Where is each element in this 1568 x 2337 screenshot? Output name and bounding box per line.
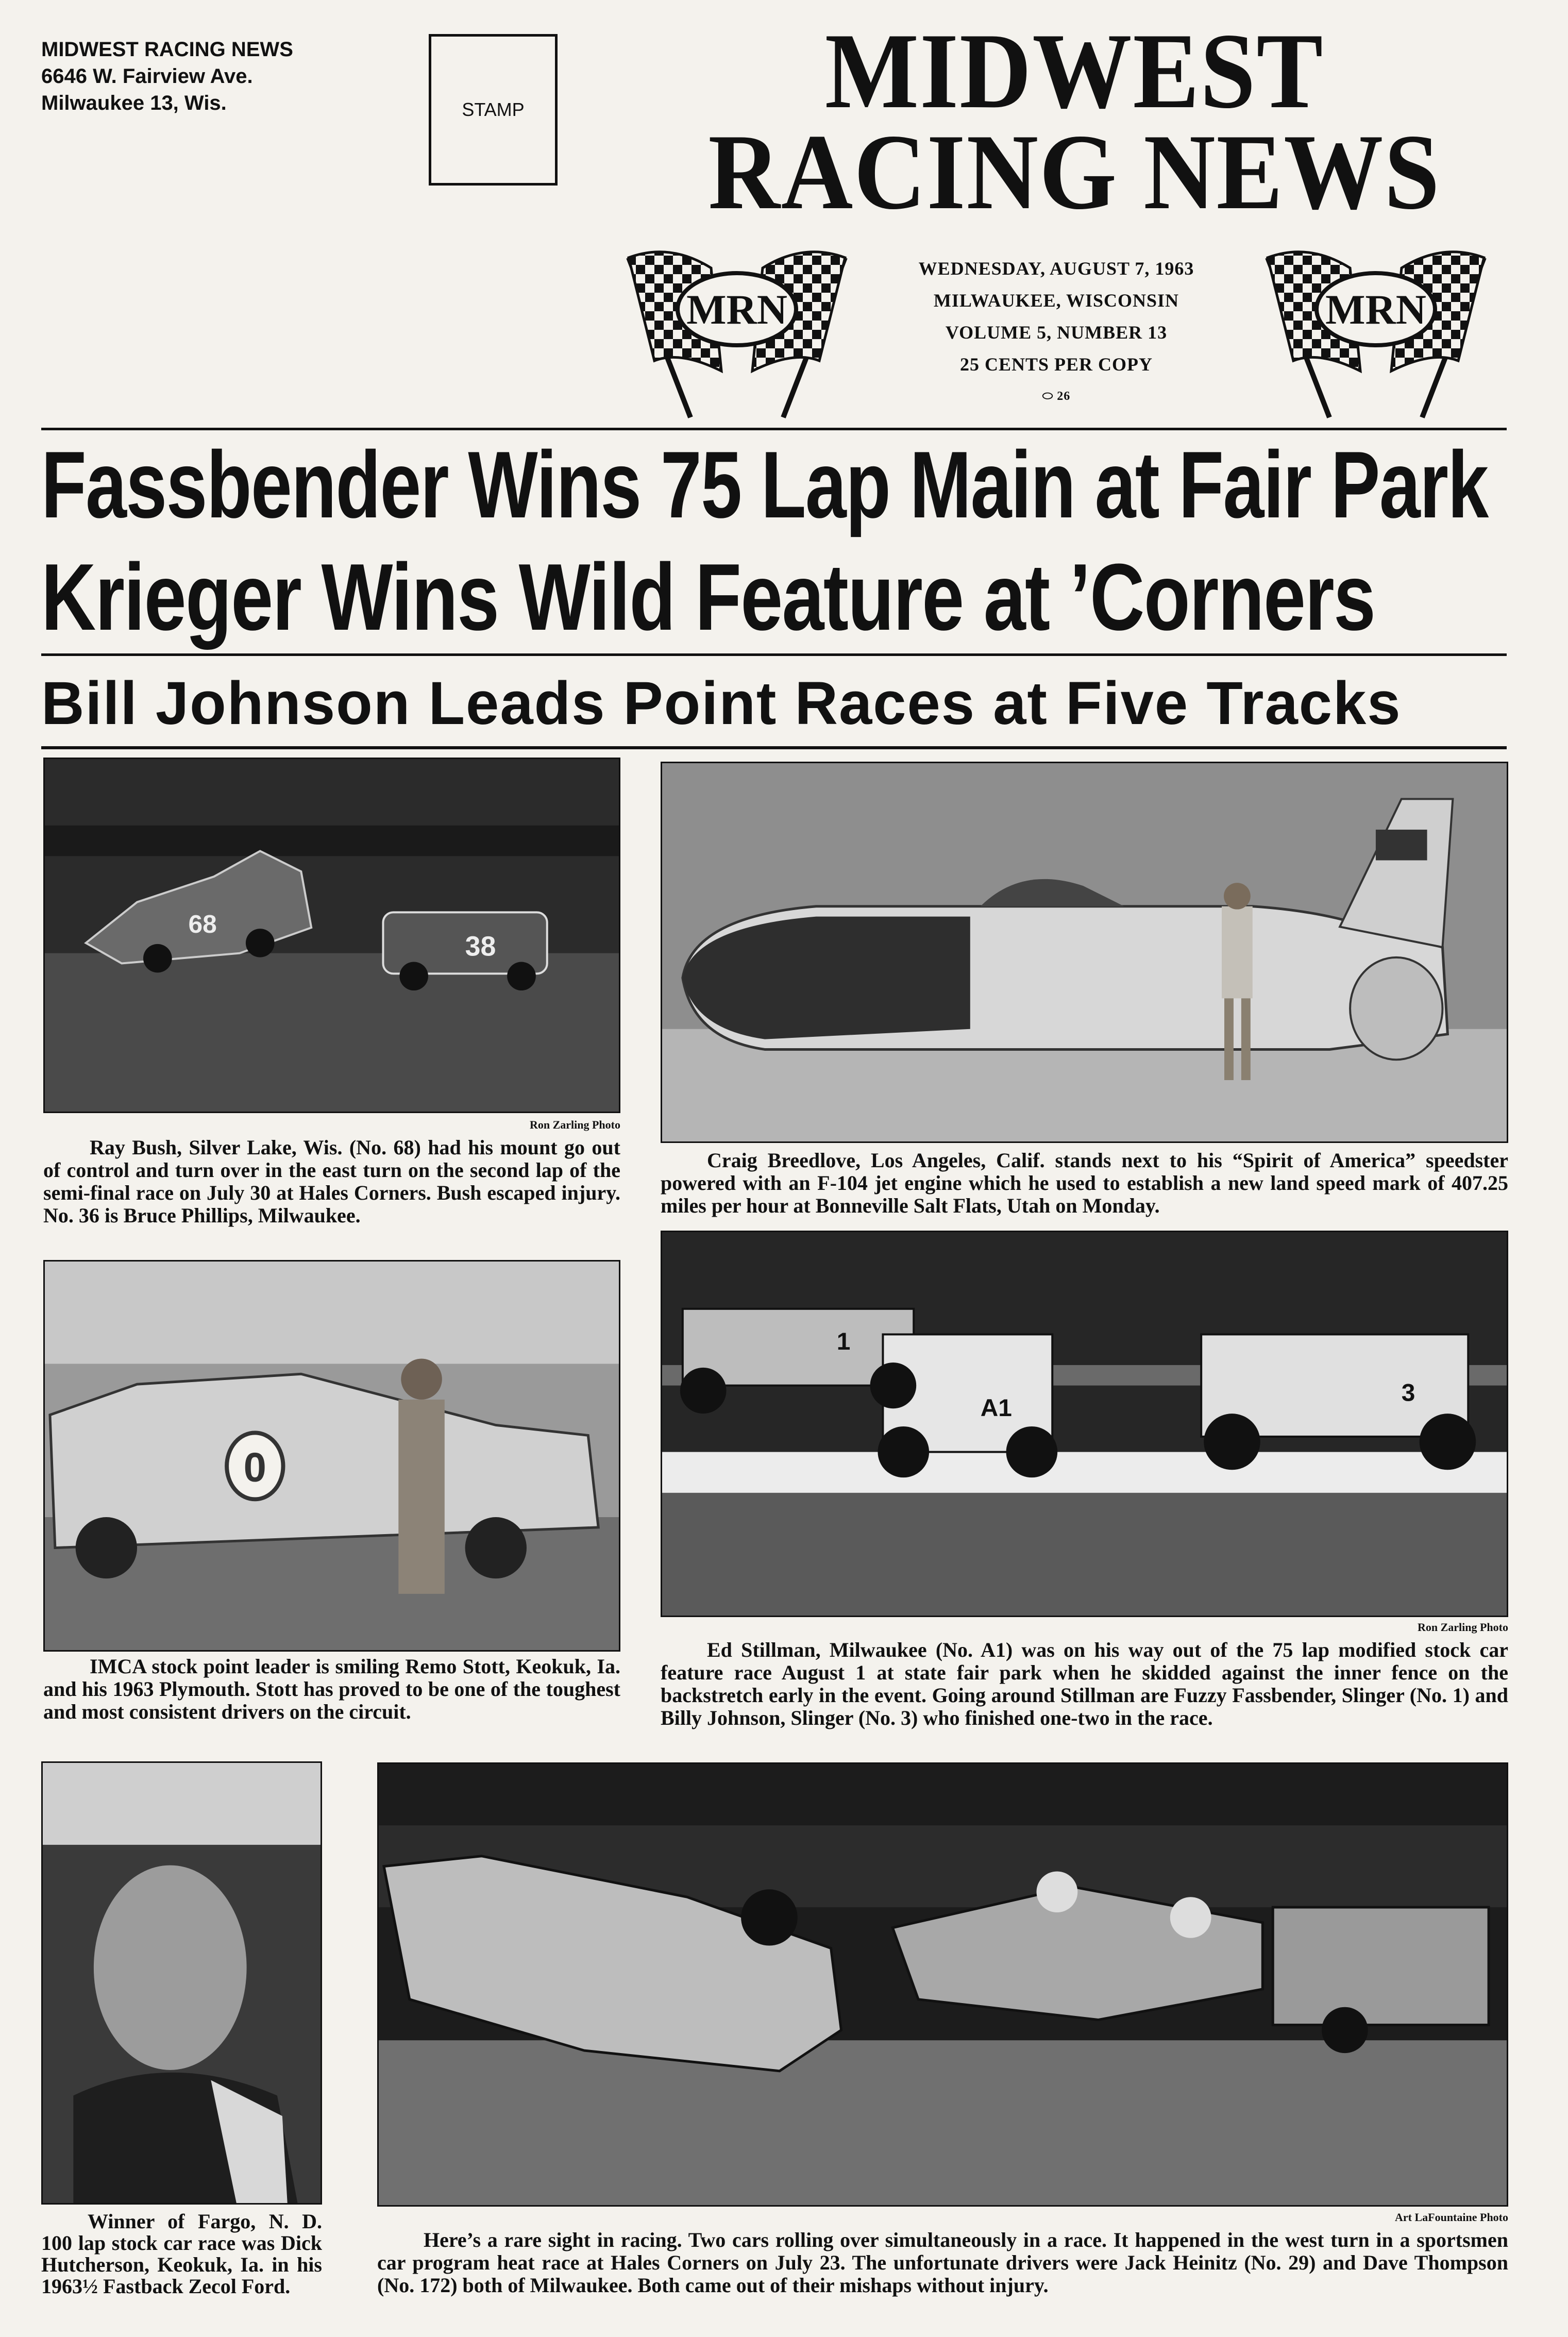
photo-caption-5: Winner of Fargo, N. D. 100 lap stock car race was Dick Hutcherson, Keokuk, Ia. in his 1963½ Fastback Zecol Ford. xyxy=(41,2210,322,2298)
photo-dick-hutcherson xyxy=(41,1761,322,2205)
photo-spirit-of-america xyxy=(661,762,1508,1143)
mrn-flags-logo-left xyxy=(608,237,866,423)
logo-text-right: MRN xyxy=(1325,286,1426,333)
issue-date: WEDNESDAY, AUGUST 7, 1963 xyxy=(918,258,1194,279)
car-number-0: 0 xyxy=(243,1444,266,1490)
mrn-flags-logo-right xyxy=(1247,237,1505,423)
return-address-line3: Milwaukee 13, Wis. xyxy=(41,92,227,114)
car-number-a1: A1 xyxy=(980,1394,1012,1422)
headline-2: Krieger Wins Wild Feature at ’Corners xyxy=(41,544,1375,650)
stamp-box xyxy=(429,34,558,186)
photo-double-rollover xyxy=(377,1762,1508,2207)
headline-3: Bill Johnson Leads Point Races at Five Tracks xyxy=(41,669,1402,737)
car-number-68: 68 xyxy=(188,910,217,939)
stamp-label: STAMP xyxy=(462,99,525,120)
return-address-line2: 6646 W. Fairview Ave. xyxy=(41,65,253,88)
car-number-36: 38 xyxy=(465,931,496,962)
photo-credit-6: Art LaFountaine Photo xyxy=(1395,2211,1508,2224)
union-label xyxy=(876,380,1237,412)
issue-place: MILWAUKEE, WISCONSIN xyxy=(933,290,1179,311)
issue-volume: VOLUME 5, NUMBER 13 xyxy=(945,322,1168,343)
photo-caption-1: Ray Bush, Silver Lake, Wis. (No. 68) had his mount go out of control and turn over in the east turn on the second lap of the semi-final race on July 30 at Hales Corners. Bush escaped injury. No. 36 is Bruce Phillips, Milwaukee. xyxy=(43,1136,620,1227)
photo-caption-4: Ed Stillman, Milwaukee (No. A1) was on his way out of the 75 lap modified stock car feature race August 1 at state fair park when he skidded against the inner fence on the backstretch early in the event. Going around Stillman are Fuzzy Fassbender, Slinger (No. 1) and Billy Johnson, Slinger (No. 3) who finished one-two in the race. xyxy=(661,1638,1508,1729)
return-address xyxy=(41,36,293,116)
photo-stillman-fence xyxy=(661,1231,1508,1617)
photo-credit-1: Ron Zarling Photo xyxy=(529,1118,620,1131)
return-address-line1: MIDWEST RACING NEWS xyxy=(41,38,293,61)
car-number-3: 3 xyxy=(1401,1379,1415,1407)
bottom-rule xyxy=(41,746,1507,749)
union-number: 26 xyxy=(1057,390,1071,403)
logo-text-left: MRN xyxy=(686,286,787,333)
masthead-title-line2: RACING NEWS xyxy=(708,112,1441,232)
masthead-title xyxy=(683,11,1465,232)
issue-info xyxy=(876,253,1237,412)
car-number-1: 1 xyxy=(836,1328,851,1356)
top-rule xyxy=(41,428,1507,430)
photo-bush-rollover xyxy=(43,758,620,1113)
headline-rule xyxy=(41,653,1507,656)
masthead-title-line1: MIDWEST xyxy=(824,11,1324,131)
photo-caption-2: Craig Breedlove, Los Angeles, Calif. stands next to his “Spirit of America” speedster powered with an F-104 jet engine which he used to establish a new land speed mark of 407.25 miles per hour at Bonneville Salt Flats, Utah on Monday. xyxy=(661,1149,1508,1217)
photo-remo-stott xyxy=(43,1260,620,1652)
photo-caption-6: Here’s a rare sight in racing. Two cars rolling over simultaneously in a race. It happened in the west turn in a sportsmen car program heat race at Hales Corners on July 23. The unfortunate drivers were Jack Heinitz (No. 29) and Dave Thompson (No. 172) both of Milwaukee. Both came out of their mishaps without injury. xyxy=(377,2228,1508,2297)
photo-credit-4: Ron Zarling Photo xyxy=(1417,1621,1508,1634)
headline-1: Fassbender Wins 75 Lap Main at Fair Park xyxy=(41,431,1488,537)
issue-price: 25 CENTS PER COPY xyxy=(959,354,1153,375)
union-bug-icon: ⬭ xyxy=(1042,390,1054,403)
photo-caption-3: IMCA stock point leader is smiling Remo Stott, Keokuk, Ia. and his 1963 Plymouth. Stott has proved to be one of the toughest and most consistent drivers on the circuit. xyxy=(43,1655,620,1723)
